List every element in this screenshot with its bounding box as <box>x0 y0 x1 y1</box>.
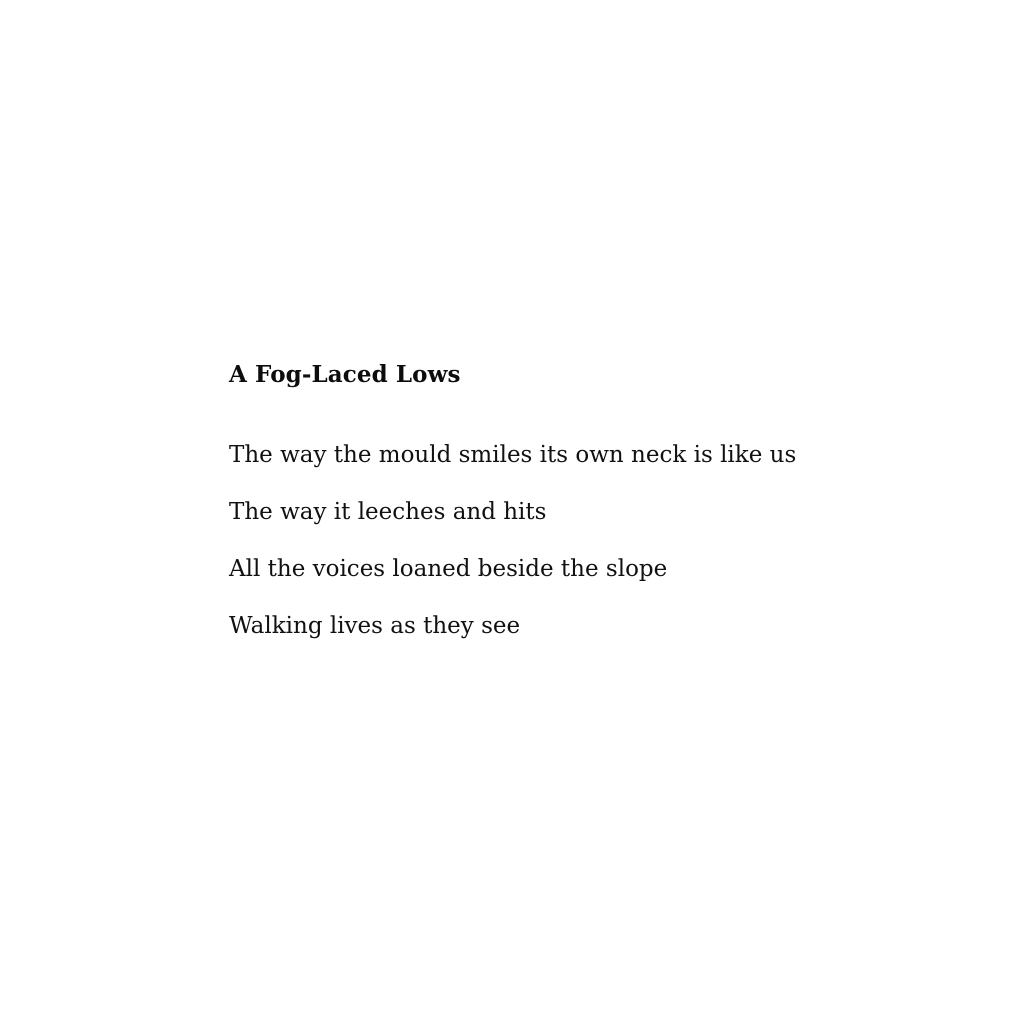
poem-body <box>229 440 929 641</box>
poem-line: The way the mould smiles its own neck is like us <box>229 442 797 468</box>
page-title: A Fog-Laced Lows <box>229 361 461 388</box>
poem-line: Walking lives as they see <box>229 613 521 639</box>
poem-line: All the voices loaned beside the slope <box>229 556 668 582</box>
poem-line: The way it leeches and hits <box>229 499 547 525</box>
poem-container <box>229 360 929 641</box>
